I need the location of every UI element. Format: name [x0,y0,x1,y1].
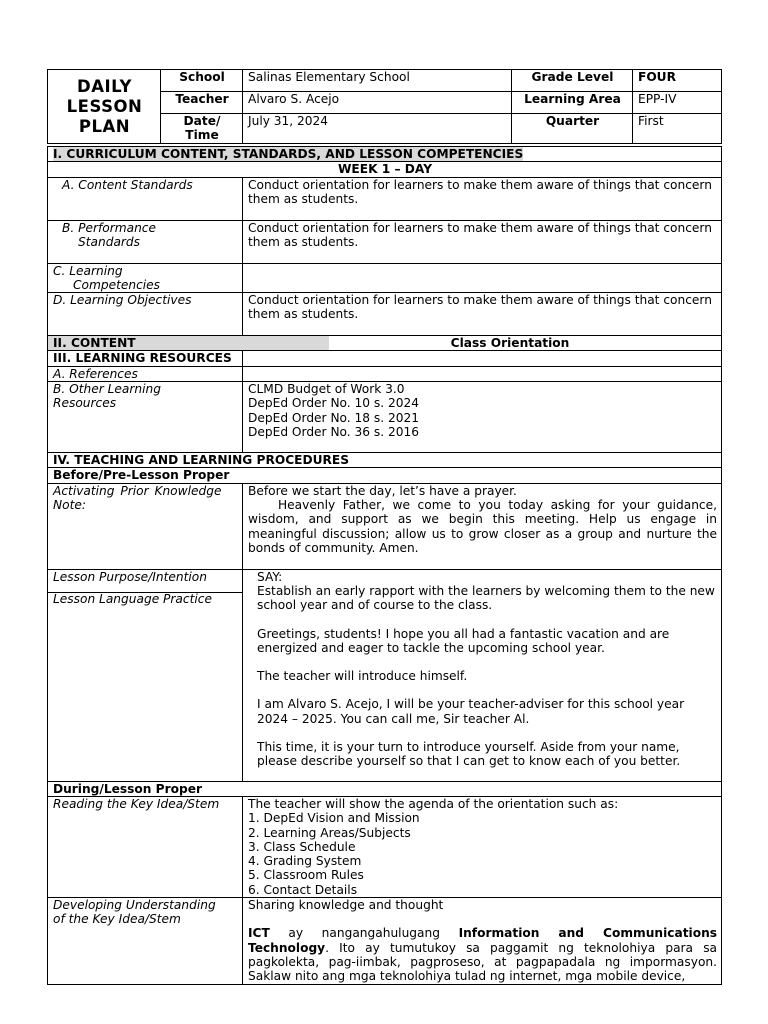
teacher-label: Teacher [161,92,243,114]
agenda-intro: The teacher will show the agenda of the orientation such as: [248,796,619,811]
list-item: 6. Contact Details [248,882,358,897]
say-label: SAY: [257,569,283,584]
purpose-language-cell [48,569,243,781]
learning-competencies-label: C. Learning Competencies [48,263,243,293]
grade-level-value: FOUR [633,70,722,92]
prayer-text: Heavenly Father, we come to you today asking for your guidance, wisdom, and support as we begin this meeting. Help us engage in meaningful discussion; allow us to grow closer as a group and nurture the bonds of community. Amen. [248,497,718,555]
agenda-cell [243,796,722,897]
school-label: School [161,70,243,92]
list-item: 1. DepEd Vision and Mission [248,811,420,826]
learning-area-label: Learning Area [512,92,633,114]
lesson-plan-document [47,69,721,985]
performance-standards-text: Conduct orientation for learners to make them aware of things that concern them as students. [243,220,722,263]
list-item: 4. Grading System [248,854,362,869]
during-lesson-heading: During/Lesson Proper [48,781,722,796]
content-standards-label: A. Content Standards [48,177,243,220]
quarter-value: First [633,114,722,144]
say-paragraph-5: This time, it is your turn to introduce yourself. Aside from your name, please describe yourself so that I can get to know each of you better. [257,740,681,769]
ict-cell [243,898,722,984]
references-label: A. References [48,366,243,381]
section-2-heading: II. CONTENT [48,336,329,350]
school-value: Salinas Elementary School [243,70,512,92]
reading-key-idea-label: Reading the Key Idea/Stem [48,796,243,897]
other-resources-label: B. Other Learning Resources [48,382,243,453]
prayer-intro: Before we start the day, let’s have a prayer. [248,483,517,498]
date-time-label: Date/ Time [161,114,243,144]
content-standards-text: Conduct orientation for learners to make them aware of things that concern them as students. [243,177,722,220]
references-value [243,366,722,381]
section-3-blank [243,351,722,366]
developing-understanding-label: Developing Understanding of the Key Idea/Stem [48,898,243,984]
date-value: July 31, 2024 [243,114,512,144]
say-cell [243,569,722,781]
list-item: 3. Class Schedule [248,839,356,854]
say-paragraph-2: Greetings, students! I hope you all had a fantastic vacation and are energized and eager to tackle the upcoming school year. [257,626,670,655]
other-resources-list: CLMD Budget of Work 3.0 DepEd Order No. 10 s. 2024 DepEd Order No. 18 s. 2021 DepEd Order No. 36 s. 2016 [243,382,722,453]
quarter-label: Quarter [512,114,633,144]
section-1-heading: I. CURRICULUM CONTENT, STANDARDS, AND LESSON COMPETENCIES [48,147,722,162]
prayer-cell [243,483,722,569]
learning-objectives-label: D. Learning Objectives [48,293,243,336]
teacher-value: Alvaro S. Acejo [243,92,512,114]
say-paragraph-1: Establish an early rapport with the learners by welcoming them to the new school year and of course to the class. [257,583,715,613]
learning-area-value: EPP-IV [633,92,722,114]
activating-prior-knowledge-label: Activating Prior Knowledge Note: [48,483,243,569]
week-day-row: WEEK 1 – DAY [48,162,722,177]
performance-standards-label: B. Performance Standards [48,220,243,263]
header-table [47,69,722,144]
lesson-language-label: Lesson Language Practice [53,591,212,606]
main-table [47,146,722,985]
content-row [48,336,722,351]
lesson-purpose-label: Lesson Purpose/Intention [48,570,242,593]
learning-competencies-text [243,263,722,293]
say-paragraph-3: The teacher will introduce himself. [257,669,468,684]
content-value: Class Orientation [450,336,570,351]
list-item: 5. Classroom Rules [248,868,364,883]
learning-objectives-text: Conduct orientation for learners to make them aware of things that concern them as students. [243,293,722,336]
section-4-heading: IV. TEACHING AND LEARNING PROCEDURES [48,453,722,468]
say-paragraph-4: I am Alvaro S. Acejo, I will be your teacher-adviser for this school year 2024 – 2025. You can call me, Sir teacher Al. [257,697,685,726]
list-item: 2. Learning Areas/Subjects [248,825,411,840]
document-title: DAILY LESSON PLAN [48,70,161,144]
section-3-heading: III. LEARNING RESOURCES [48,351,243,366]
before-lesson-heading: Before/Pre-Lesson Proper [48,468,722,483]
grade-level-label: Grade Level [512,70,633,92]
sharing-text: Sharing knowledge and thought [248,898,444,913]
ict-paragraph: ICT ay nangangahulugang Information and Communications Technology. Ito ay tumutukoy sa paggamit ng teknolohiya para sa pagkolekta, pag-iimbak, pagproseso, at pagpapadala ng impormasyon. Saklaw nito ang mga teknolohiya tulad ng internet, mga mobile device, [248,926,718,984]
